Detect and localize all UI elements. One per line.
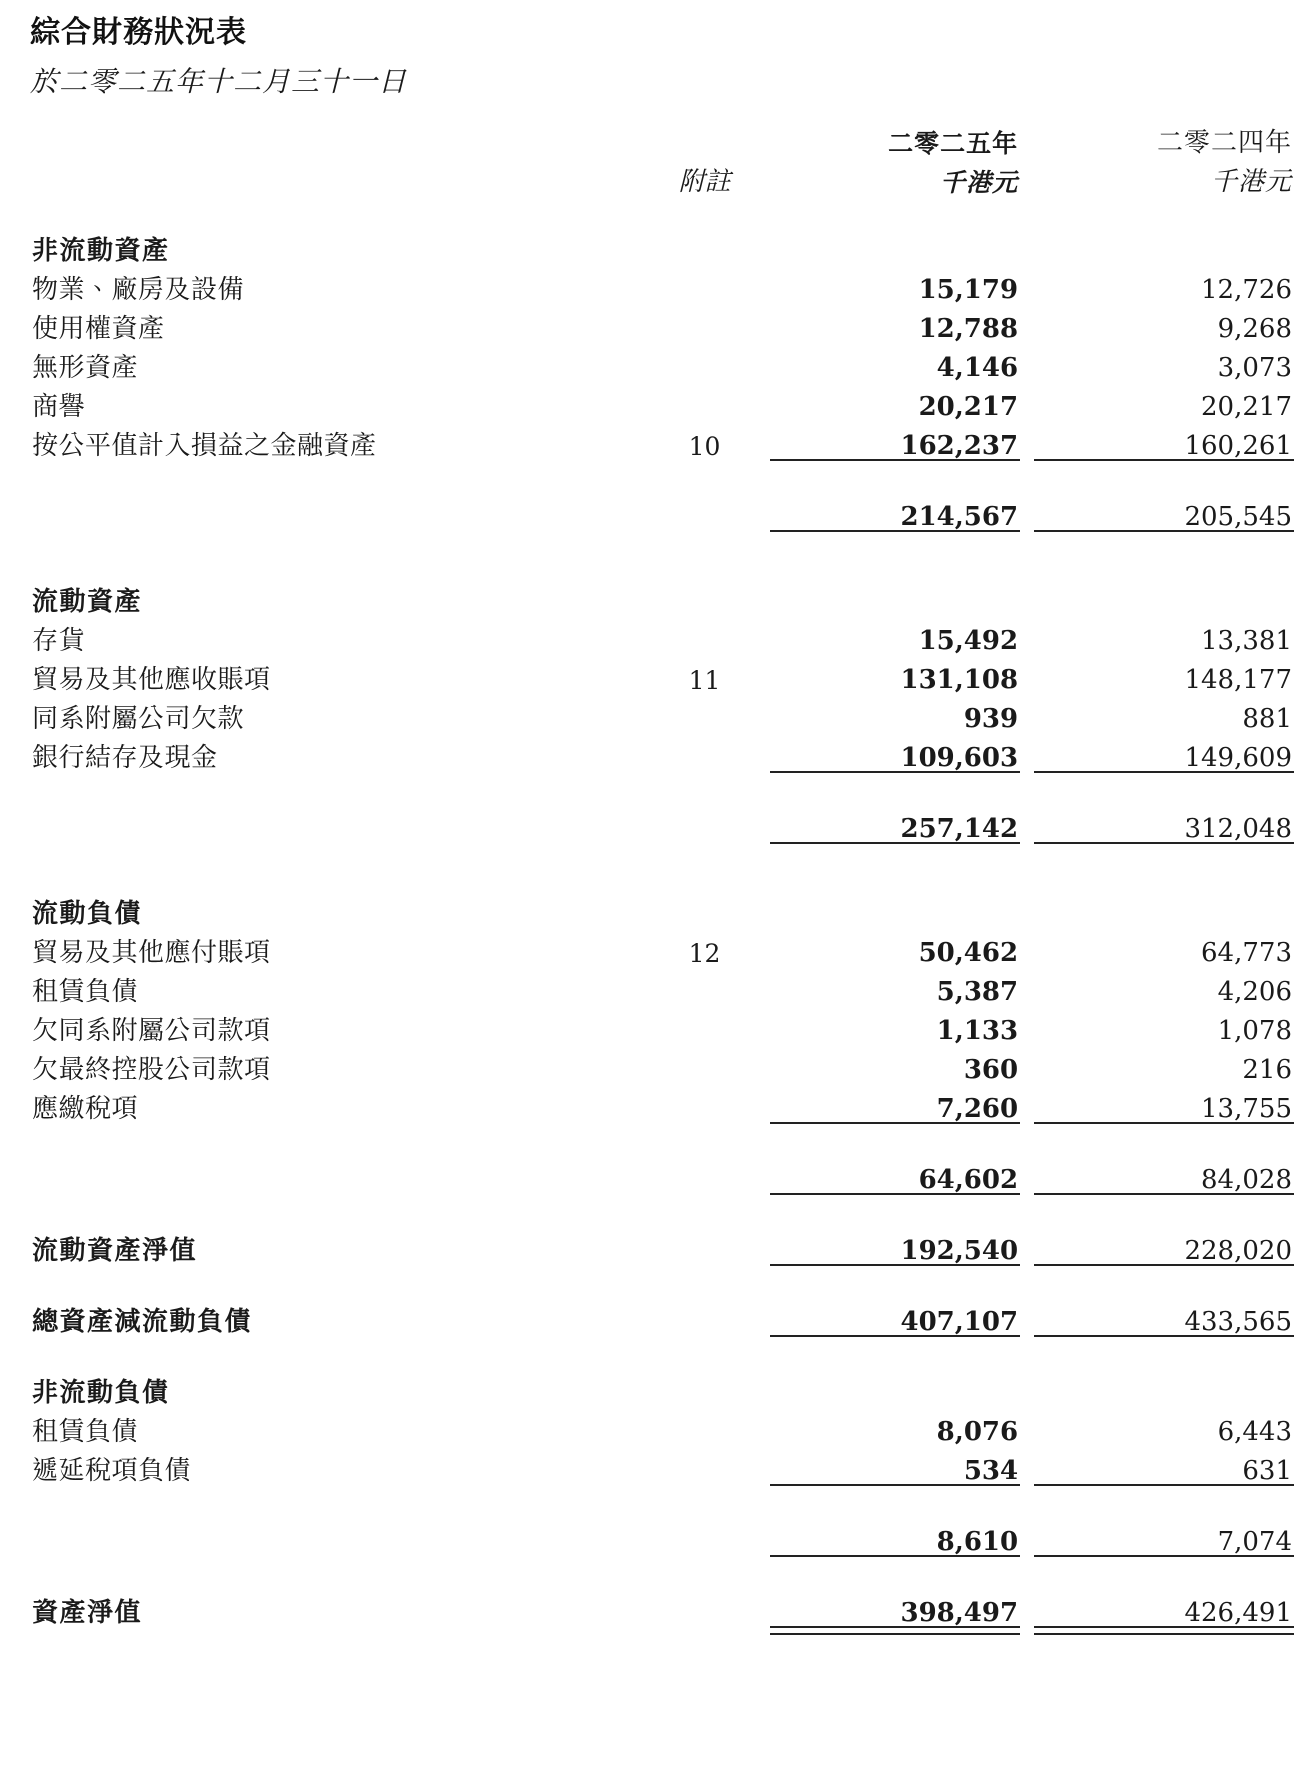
row-current-value: 131,108	[900, 664, 1019, 695]
spacer	[30, 1266, 1298, 1296]
row-current-value: 7,260	[936, 1093, 1019, 1124]
section-heading-current-assets	[30, 576, 1298, 615]
row-label: 租賃負債	[32, 976, 139, 1007]
row-label: 欠同系附屬公司款項	[32, 1015, 271, 1046]
table-row	[30, 654, 1298, 693]
net-current-assets-prior-value: 228,020	[1184, 1235, 1292, 1266]
row-prior-value: 64,773	[1201, 937, 1292, 968]
title-block	[0, 0, 1298, 100]
row-note	[649, 966, 761, 1005]
net-current-assets-label: 流動資產淨值	[32, 1235, 198, 1266]
subtotal-label	[30, 803, 649, 842]
row-note	[649, 693, 761, 732]
subtotal-current-value: 257,142	[900, 813, 1019, 844]
page-subtitle: 於二零二五年十二月三十一日	[30, 64, 408, 98]
section-heading-non-current-liabilities	[30, 1367, 1298, 1406]
table-row	[30, 966, 1298, 1005]
row-prior-value: 148,177	[1184, 664, 1292, 695]
header-blank-note	[649, 130, 761, 156]
row-note	[649, 342, 761, 381]
row-current-value: 1,133	[936, 1015, 1019, 1046]
row-prior-value: 160,261	[1184, 430, 1292, 461]
spacer	[30, 1557, 1298, 1587]
row-label: 同系附屬公司欠款	[32, 703, 245, 734]
section-label: 流動資產	[32, 586, 143, 617]
net-assets-current-value: 398,497	[900, 1597, 1019, 1628]
row-prior-value: 216	[1242, 1054, 1292, 1085]
total-assets-less-cl-prior-value: 433,565	[1184, 1306, 1292, 1337]
section-heading-current-liabilities	[30, 888, 1298, 927]
header-current-unit: 千港元	[940, 167, 1019, 197]
table-header-year-row	[30, 130, 1298, 156]
spacer	[30, 844, 1298, 888]
row-note	[649, 1083, 761, 1122]
row-prior-value: 9,268	[1217, 313, 1292, 344]
row-prior-value: 881	[1242, 703, 1292, 734]
subtotal-row-non-current-liabilities	[30, 1516, 1298, 1555]
net-current-assets-row	[30, 1225, 1298, 1264]
row-label: 無形資產	[32, 352, 139, 383]
header-prior-year: 二零二四年	[1156, 127, 1292, 158]
table-row	[30, 732, 1298, 771]
row-note	[649, 1406, 761, 1445]
table-row	[30, 615, 1298, 654]
table-row	[30, 1005, 1298, 1044]
subtotal-label	[30, 1516, 649, 1555]
spacer	[30, 532, 1298, 576]
net-assets-double-rule	[30, 1626, 1298, 1635]
row-note: 11	[688, 665, 721, 695]
row-current-value: 20,217	[918, 391, 1019, 422]
table-row	[30, 1445, 1298, 1484]
row-note	[649, 1044, 761, 1083]
table-row	[30, 693, 1298, 732]
row-current-value: 15,179	[918, 274, 1019, 305]
table-row	[30, 420, 1298, 459]
row-prior-value: 631	[1242, 1455, 1292, 1486]
row-current-value: 50,462	[918, 937, 1019, 968]
row-prior-value: 6,443	[1217, 1416, 1292, 1447]
header-prior-unit: 千港元	[1210, 166, 1292, 197]
row-label: 使用權資產	[32, 313, 165, 344]
row-label: 應繳稅項	[32, 1093, 139, 1124]
table-header-unit-row	[30, 156, 1298, 195]
subtotal-row-current-liabilities	[30, 1154, 1298, 1193]
row-note	[649, 615, 761, 654]
table-row	[30, 927, 1298, 966]
row-prior-value: 13,381	[1201, 625, 1292, 656]
row-label: 商譽	[32, 391, 86, 422]
row-label: 物業、廠房及設備	[32, 274, 245, 305]
table-row	[30, 1406, 1298, 1445]
spacer	[30, 1486, 1298, 1516]
row-prior-value: 1,078	[1217, 1015, 1292, 1046]
row-label: 遞延稅項負債	[32, 1455, 192, 1486]
row-label: 存貨	[32, 625, 86, 656]
total-assets-less-current-liabilities-row	[30, 1296, 1298, 1335]
row-label: 貿易及其他應付賬項	[32, 937, 271, 968]
total-assets-less-cl-current-value: 407,107	[900, 1306, 1019, 1337]
subtotal-current-value: 8,610	[936, 1526, 1019, 1557]
subtotal-prior-value: 205,545	[1184, 501, 1292, 532]
subtotal-prior-value: 312,048	[1184, 813, 1292, 844]
net-assets-label: 資產淨值	[32, 1597, 143, 1628]
subtotal-current-value: 64,602	[918, 1164, 1019, 1195]
row-label: 租賃負債	[32, 1416, 139, 1447]
row-current-value: 4,146	[936, 352, 1019, 383]
row-note: 12	[688, 938, 721, 968]
row-label: 欠最終控股公司款項	[32, 1054, 271, 1085]
row-label: 貿易及其他應收賬項	[32, 664, 271, 695]
row-prior-value: 12,726	[1201, 274, 1292, 305]
row-current-value: 109,603	[900, 742, 1019, 773]
row-current-value: 12,788	[918, 313, 1019, 344]
page-title: 綜合財務狀況表	[30, 15, 247, 50]
spacer	[30, 195, 1298, 225]
table-row	[30, 342, 1298, 381]
row-note	[649, 732, 761, 771]
subtotal-label	[30, 1154, 649, 1193]
table-row	[30, 1083, 1298, 1122]
row-note	[649, 264, 761, 303]
spacer	[30, 1124, 1298, 1154]
row-prior-value: 3,073	[1217, 352, 1292, 383]
row-note	[649, 381, 761, 420]
row-note	[649, 303, 761, 342]
section-heading-non-current-assets	[30, 225, 1298, 264]
row-prior-value: 20,217	[1201, 391, 1292, 422]
row-label: 按公平值計入損益之金融資產	[32, 430, 377, 461]
total-assets-less-cl-label: 總資產減流動負債	[32, 1306, 253, 1337]
section-label: 流動負債	[32, 898, 143, 929]
spacer	[30, 461, 1298, 491]
section-label: 非流動資產	[32, 235, 170, 266]
row-current-value: 5,387	[936, 976, 1019, 1007]
subtotal-current-value: 214,567	[900, 501, 1019, 532]
subtotal-prior-value: 7,074	[1217, 1526, 1292, 1557]
table-row	[30, 1044, 1298, 1083]
spacer	[30, 1195, 1298, 1225]
row-label: 銀行結存及現金	[32, 742, 218, 773]
table-row	[30, 303, 1298, 342]
header-blank-label-2	[30, 156, 649, 195]
row-prior-value: 149,609	[1184, 742, 1292, 773]
row-current-value: 162,237	[900, 430, 1019, 461]
section-label: 非流動負債	[32, 1377, 170, 1408]
row-current-value: 360	[963, 1054, 1019, 1085]
net-current-assets-current-value: 192,540	[900, 1235, 1019, 1266]
row-current-value: 15,492	[918, 625, 1019, 656]
header-blank-label	[30, 130, 649, 156]
row-prior-value: 4,206	[1217, 976, 1292, 1007]
subtotal-label	[30, 491, 649, 530]
net-assets-row	[30, 1587, 1298, 1626]
row-prior-value: 13,755	[1201, 1093, 1292, 1124]
subtotal-row-current-assets	[30, 803, 1298, 842]
header-current-year: 二零二五年	[888, 128, 1019, 158]
row-current-value: 534	[963, 1455, 1019, 1486]
row-note: 10	[688, 431, 721, 461]
net-assets-prior-value: 426,491	[1184, 1597, 1292, 1628]
table-row	[30, 381, 1298, 420]
row-note	[649, 1445, 761, 1484]
subtotal-prior-value: 84,028	[1201, 1164, 1292, 1195]
table-row	[30, 264, 1298, 303]
row-current-value: 939	[963, 703, 1019, 734]
row-note	[649, 1005, 761, 1044]
subtotal-row-non-current-assets	[30, 491, 1298, 530]
spacer	[30, 1337, 1298, 1367]
financial-position-table	[30, 127, 1298, 1635]
spacer	[30, 773, 1298, 803]
row-current-value: 8,076	[936, 1416, 1019, 1447]
header-note-label: 附註	[678, 166, 731, 197]
